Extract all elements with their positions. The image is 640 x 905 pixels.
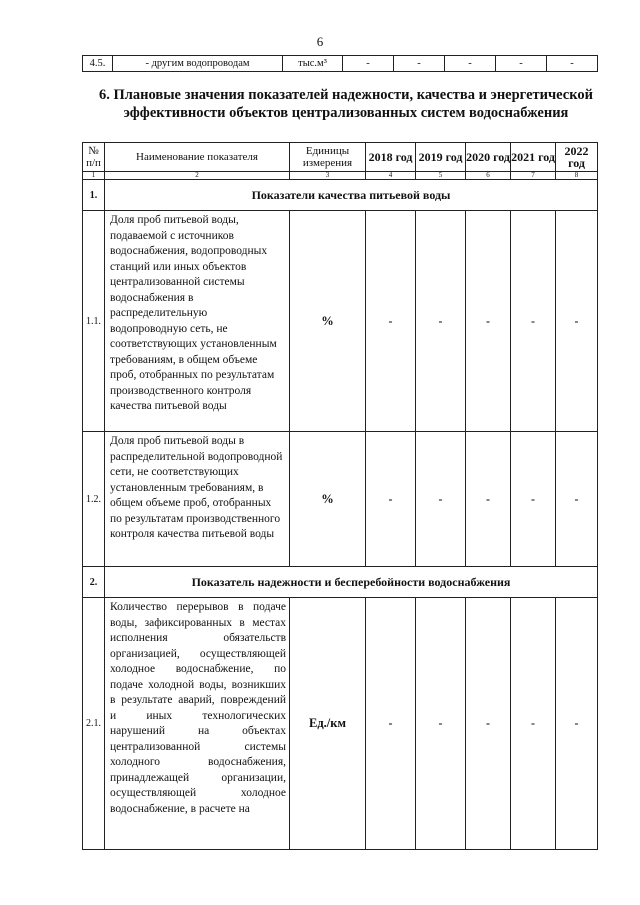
section-title: Показатель надежности и бесперебойности водоснабжения <box>105 567 598 598</box>
value-cell: - <box>416 432 466 567</box>
column-index: 7 <box>511 172 556 180</box>
column-index: 4 <box>366 172 416 180</box>
row-number: 1.2. <box>83 432 105 567</box>
page-number: 6 <box>316 34 324 49</box>
column-index: 2 <box>105 172 290 180</box>
table-row <box>83 56 598 72</box>
indicator-name: Доля проб питьевой воды, подаваемой с источников водоснабжения, водопроводных станций или иных объектов централизованной системы водоснабжения в распределительную водопроводную сеть, не соответствующих установленным требованиям, в общем объеме проб, отобранных по результатам производственного контроля качества питьевой воды <box>105 211 290 432</box>
table-row <box>83 211 598 432</box>
value-cell: - <box>466 432 511 567</box>
header-year: 2022 год <box>556 143 598 172</box>
column-index: 1 <box>83 172 105 180</box>
column-index-row <box>83 172 598 180</box>
unit-cell: тыс.м³ <box>283 56 343 72</box>
value-cell: - <box>511 432 556 567</box>
section-row <box>83 180 598 211</box>
value-cell: - <box>466 598 511 850</box>
value-cell: - <box>366 211 416 432</box>
value-cell: - <box>366 432 416 567</box>
value-cell: - <box>547 56 598 72</box>
value-cell: - <box>366 598 416 850</box>
value-cell: - <box>416 598 466 850</box>
unit-cell: % <box>290 211 366 432</box>
value-cell: - <box>343 56 394 72</box>
row-number: 4.5. <box>83 56 113 72</box>
previous-table-tail <box>82 55 598 72</box>
section-title: Показатели качества питьевой воды <box>105 180 598 211</box>
value-cell: - <box>556 211 598 432</box>
value-cell: - <box>496 56 547 72</box>
indicator-name: Количество перерывов в подаче воды, зафиксированных в местах исполнения обязательств организацией, осуществляющей холодное водоснабжение, по подаче холодной воды, возникших в результате аварий, повреждений и иных технологических нарушений на объектах централизованной системы холодного водоснабжения, принадлежащей организации, осуществляющей холодное водоснабжение, в расчете на <box>105 598 290 850</box>
row-number: 2.1. <box>83 598 105 850</box>
table-row <box>83 598 598 850</box>
value-cell: - <box>556 598 598 850</box>
header-year: 2021 год <box>511 143 556 172</box>
column-index: 3 <box>290 172 366 180</box>
value-cell: - <box>416 211 466 432</box>
section-number: 2. <box>83 567 105 598</box>
value-cell: - <box>556 432 598 567</box>
header-unit: Единицы измерения <box>290 143 366 172</box>
header-num: № п/п <box>83 143 105 172</box>
column-index: 5 <box>416 172 466 180</box>
section-row <box>83 567 598 598</box>
value-cell: - <box>511 598 556 850</box>
header-year: 2018 год <box>366 143 416 172</box>
column-index: 6 <box>466 172 511 180</box>
value-cell: - <box>445 56 496 72</box>
indicators-table <box>82 142 598 850</box>
indicator-name: Доля проб питьевой воды в распределительной водопроводной сети, не соответствующих установленным требованиям, в общем объеме проб, отобранных по результатам производственного контроля качества питьевой воды <box>105 432 290 567</box>
table-row <box>83 432 598 567</box>
value-cell: - <box>394 56 445 72</box>
section-heading: 6. Плановые значения показателей надежности, качества и энергетической эффективности объектов централизованных систем водоснабжения <box>99 87 593 121</box>
header-name: Наименование показателя <box>105 143 290 172</box>
indicator-name: - другим водопроводам <box>113 56 283 72</box>
header-row <box>83 143 598 172</box>
unit-cell: % <box>290 432 366 567</box>
header-year: 2020 год <box>466 143 511 172</box>
header-year: 2019 год <box>416 143 466 172</box>
unit-cell: Ед./км <box>290 598 366 850</box>
row-number: 1.1. <box>83 211 105 432</box>
column-index: 8 <box>556 172 598 180</box>
value-cell: - <box>466 211 511 432</box>
section-number: 1. <box>83 180 105 211</box>
value-cell: - <box>511 211 556 432</box>
